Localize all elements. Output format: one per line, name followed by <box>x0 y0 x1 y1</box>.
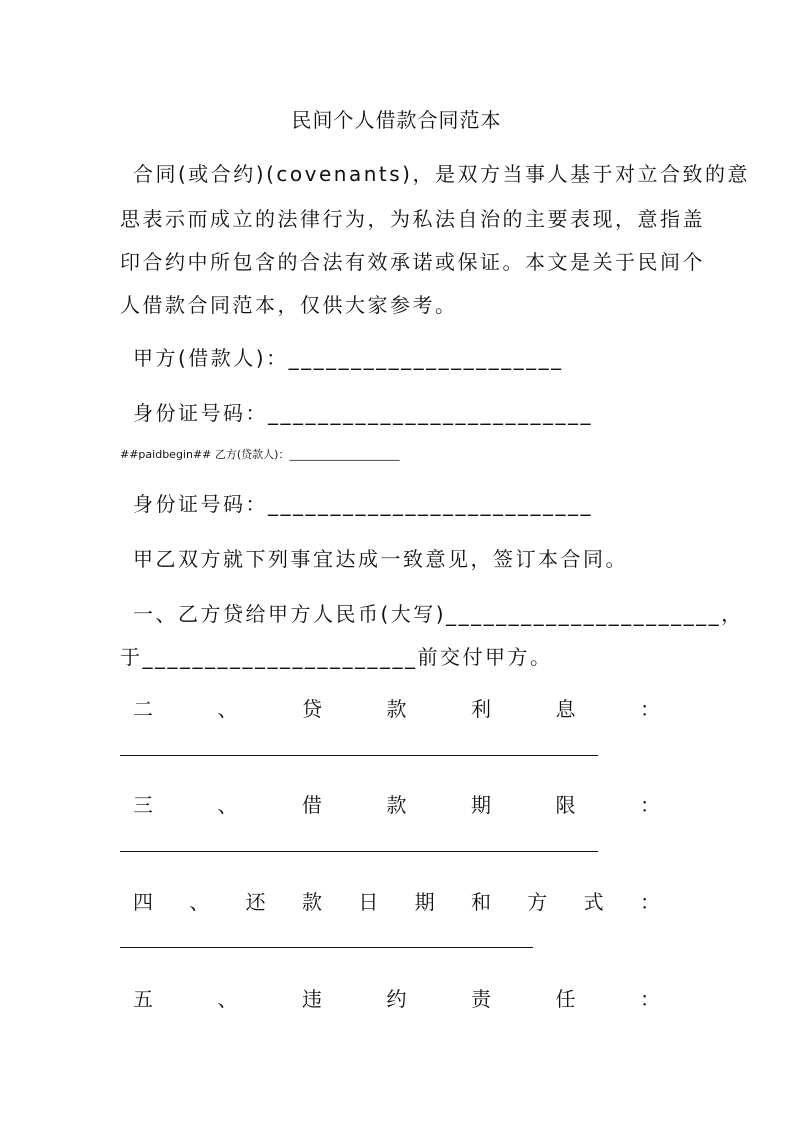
intro-line-3: 印合约中所包含的合法有效承诺或保证。本文是关于民间个 <box>120 250 705 274</box>
clause-char: ： <box>639 890 660 914</box>
clause-2-blank-line <box>120 755 598 756</box>
clause-1-line-1: 一、乙方贷给甲方人民币(大写)______________________， <box>133 602 744 626</box>
clause-char: 五 <box>133 987 153 1011</box>
clause-4-heading <box>133 886 660 915</box>
clause-char: 任 <box>555 987 576 1011</box>
clause-char: ： <box>640 987 660 1011</box>
clause-char: 四 <box>133 890 153 914</box>
clause-4-blank-line <box>120 947 533 948</box>
clause-char: 期 <box>471 793 491 817</box>
clause-1-line-2: 于______________________前交付甲方。 <box>120 645 553 669</box>
clause-char: ： <box>640 793 660 817</box>
clause-char: 约 <box>386 987 407 1011</box>
clause-char: 方 <box>527 890 548 914</box>
id-number-a-field: 身份证号码：__________________________ <box>133 401 593 425</box>
clause-char: 利 <box>471 697 491 721</box>
clause-char: 式 <box>583 890 604 914</box>
clause-char: 、 <box>217 793 238 817</box>
clause-char: 款 <box>386 697 407 721</box>
clause-char: 日 <box>358 890 379 914</box>
intro-line-4: 人借款合同范本，仅供大家参考。 <box>120 293 458 317</box>
clause-char: 、 <box>217 697 238 721</box>
clause-char: 三 <box>133 793 153 817</box>
clause-char: 款 <box>386 793 407 817</box>
clause-char: 、 <box>217 987 238 1011</box>
clause-2-heading <box>133 693 660 722</box>
clause-3-heading <box>133 789 660 818</box>
document-title: 民间个人借款合同范本 <box>291 108 502 132</box>
party-a-field: 甲方(借款人)：______________________ <box>133 346 564 370</box>
clause-char: 期 <box>414 890 435 914</box>
clause-char: 违 <box>302 987 322 1011</box>
clause-char: ： <box>640 697 660 721</box>
clause-char: 限 <box>555 793 576 817</box>
clause-char: 、 <box>189 890 210 914</box>
clause-char: 息 <box>555 697 576 721</box>
agreement-statement: 甲乙双方就下列事宜达成一致意见，签订本合同。 <box>133 547 628 571</box>
party-b-field: ##paidbegin## 乙方(贷款人)：____________________ <box>120 448 400 461</box>
clause-char: 二 <box>133 697 153 721</box>
intro-line-1: 合同(或合约)(covenants)，是双方当事人基于对立合致的意 <box>133 162 750 186</box>
clause-char: 责 <box>471 987 491 1011</box>
id-number-b-field: 身份证号码：__________________________ <box>133 492 593 516</box>
clause-char: 借 <box>302 793 322 817</box>
clause-5-heading <box>133 983 660 1012</box>
clause-char: 款 <box>301 890 322 914</box>
intro-line-2: 思表示而成立的法律行为，为私法自治的主要表现，意指盖 <box>120 207 705 231</box>
clause-3-blank-line <box>120 851 598 852</box>
clause-char: 还 <box>245 890 266 914</box>
clause-char: 和 <box>470 890 491 914</box>
clause-char: 贷 <box>302 697 322 721</box>
